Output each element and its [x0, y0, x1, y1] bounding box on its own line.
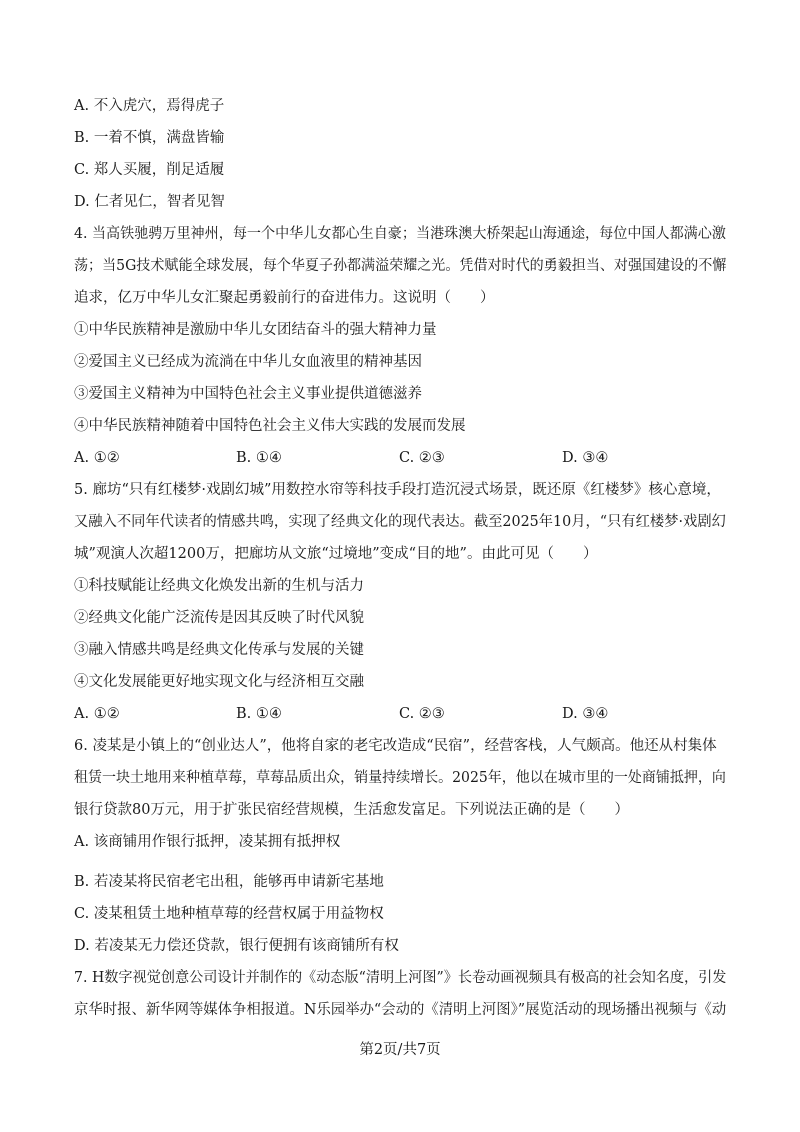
page-number: 第2页/共7页	[359, 1042, 441, 1058]
q4-option-b: B. ①④	[236, 450, 282, 466]
q5-option-d: D. ③④	[562, 706, 609, 722]
q5-stem-line: 5. 廊坊“只有红楼梦·戏剧幻城”用数控水帘等科技手段打造沉浸式场景，既还原《红楼梦》核心意境，	[74, 482, 721, 498]
q6-option-c: C. 凌某租赁土地种植草莓的经营权属于用益物权	[74, 906, 384, 922]
q6-option-a: A. 该商铺用作银行抵押，凌某拥有抵押权	[74, 834, 341, 850]
q3-option-a: A. 不入虎穴，焉得虎子	[74, 98, 225, 114]
q6-option-b: B. 若凌某将民宿老宅出租，能够再申请新宅基地	[74, 874, 384, 890]
q6-stem-line: 6. 凌某是小镇上的“创业达人”，他将自家的老宅改造成“民宿”，经营客栈，人气颇高。他还从村集体	[74, 738, 717, 754]
q5-statement-2: ②经典文化能广泛流传是因其反映了时代风貌	[74, 610, 364, 626]
q7-stem-line: 京华时报、新华网等媒体争相报道。N乐园举办“会动的《清明上河图》”展览活动的现场播出视频与《动	[74, 1002, 727, 1018]
q3-option-b: B. 一着不慎，满盘皆输	[74, 130, 225, 146]
q4-stem-line: 荡；当5G技术赋能全球发展，每个华夏子孙都满溢荣耀之光。凭借对时代的勇毅担当、对强国建设的不懈	[74, 258, 727, 274]
q4-statement-3: ③爱国主义精神为中国特色社会主义事业提供道德滋养	[74, 386, 422, 402]
q5-statement-3: ③融入情感共鸣是经典文化传承与发展的关键	[74, 642, 364, 658]
q4-option-d: D. ③④	[562, 450, 609, 466]
q3-option-d: D. 仁者见仁，智者见智	[74, 194, 225, 210]
q6-stem-line: 租赁一块土地用来种植草莓，草莓品质出众，销量持续增长。2025年，他以在城市里的一处商铺抵押，向	[74, 770, 726, 786]
q7-stem-line: 7. H数字视觉创意公司设计并制作的《动态版“清明上河图”》长卷动画视频具有极高的社会知名度，引发	[74, 970, 727, 986]
q5-statement-4: ④文化发展能更好地实现文化与经济相互交融	[74, 674, 364, 690]
q5-stem-line: 又融入不同年代读者的情感共鸣，实现了经典文化的现代表达。截至2025年10月，“只有红楼梦·戏剧幻	[74, 514, 726, 530]
q4-option-a: A. ①②	[74, 450, 120, 466]
q5-option-a: A. ①②	[74, 706, 120, 722]
q5-statement-1: ①科技赋能让经典文化焕发出新的生机与活力	[74, 578, 364, 594]
q4-stem-line: 追求，亿万中华儿女汇聚起勇毅前行的奋进伟力。这说明（ ）	[74, 290, 495, 306]
q4-statement-2: ②爱国主义已经成为流淌在中华儿女血液里的精神基因	[74, 354, 422, 370]
q5-option-c: C. ②③	[399, 706, 445, 722]
q5-option-b: B. ①④	[236, 706, 282, 722]
q4-stem-line: 4. 当高铁驰骋万里神州，每一个中华儿女都心生自豪；当港珠澳大桥架起山海通途，每位中国人都满心激	[74, 226, 726, 242]
q4-statement-1: ①中华民族精神是激励中华儿女团结奋斗的强大精神力量	[74, 322, 437, 338]
q5-stem-line: 城”观演人次超1200万，把廊坊从文旅“过境地”变成“目的地”。由此可见（ ）	[74, 546, 598, 562]
q6-option-d: D. 若凌某无力偿还贷款，银行便拥有该商铺所有权	[74, 938, 399, 954]
q6-stem-line: 银行贷款80万元，用于扩张民宿经营规模，生活愈发富足。下列说法正确的是（ ）	[74, 802, 629, 818]
q4-option-c: C. ②③	[399, 450, 445, 466]
q4-options	[74, 448, 694, 468]
q4-statement-4: ④中华民族精神随着中国特色社会主义伟大实践的发展而发展	[74, 418, 466, 434]
q3-option-c: C. 郑人买履，削足适履	[74, 162, 225, 178]
q5-options	[74, 704, 694, 724]
